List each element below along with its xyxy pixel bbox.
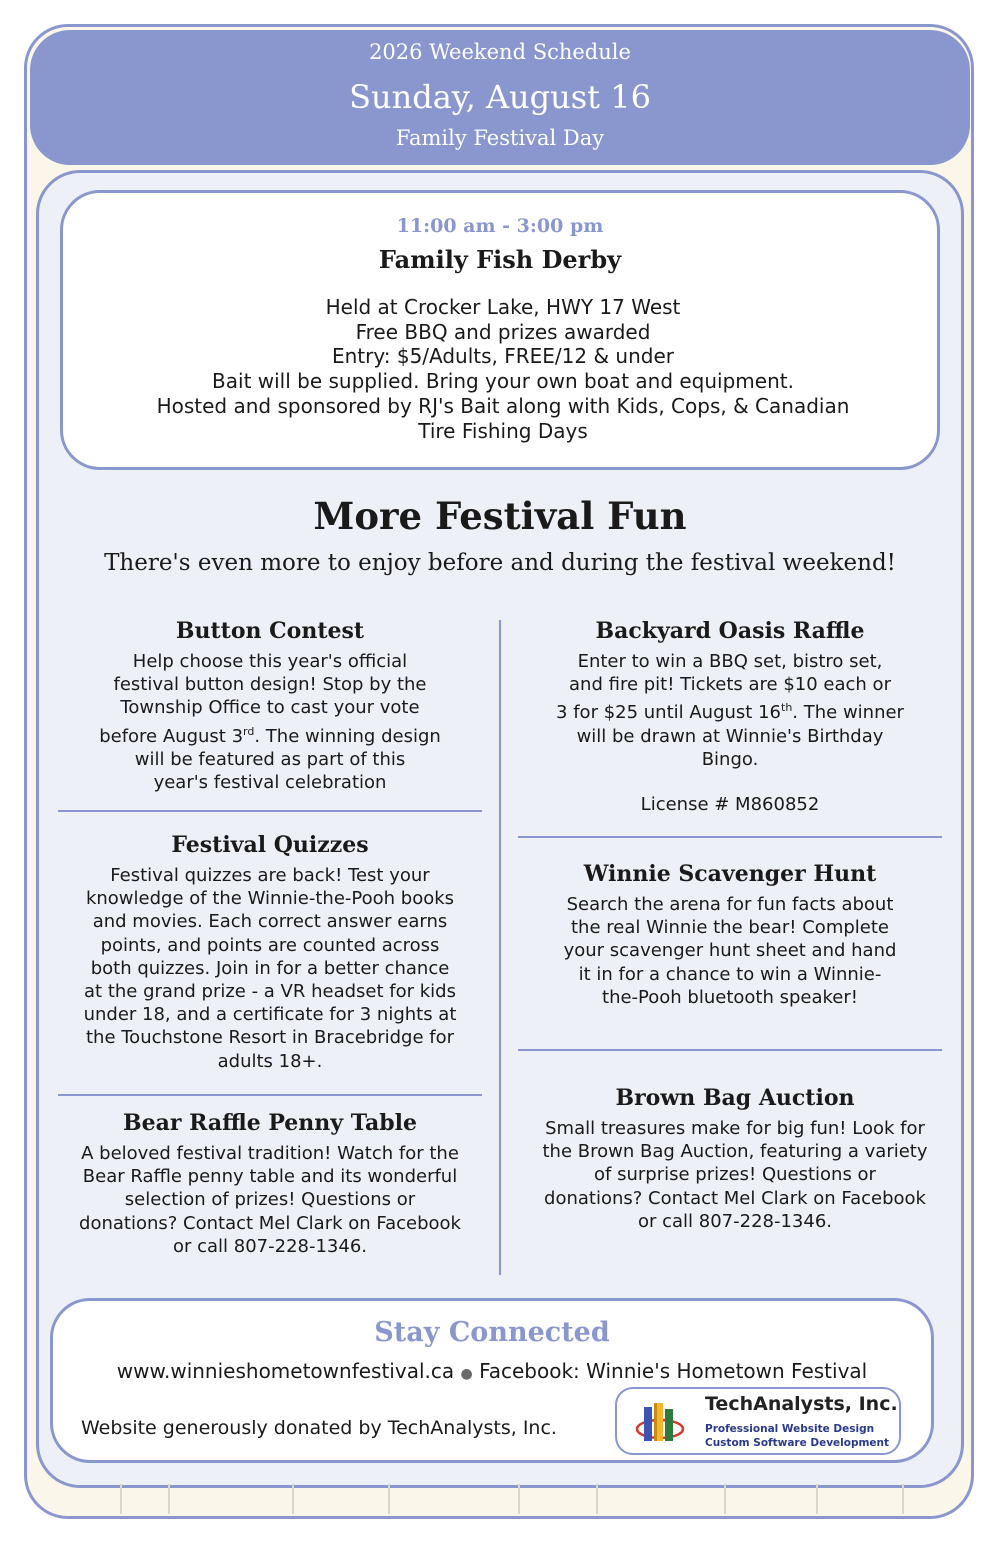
item-body [40,864,500,1073]
logo-tagline: Custom Software Development [705,1437,890,1449]
body-line: donations? Contact Mel Clark on Facebook [79,1212,461,1234]
body-line: both quizzes. Join in for a better chance [90,957,450,979]
facebook-link[interactable]: Facebook: Winnie's Hometown Festival [479,1359,868,1383]
bottom-decoration [36,1478,964,1516]
body-line: and fire pit! Tickets are $10 each or [569,674,891,696]
body-line: year's festival celebration [153,772,387,794]
body-line: knowledge of the Winnie-the-Pooh books [85,888,455,910]
schedule-header [30,30,970,165]
techanalysts-logo[interactable] [615,1387,901,1455]
donation-credit: Website generously donated by TechAnalysts, Inc. [81,1417,557,1439]
body-line: the Touchstone Resort in Bracebridge for [85,1027,455,1049]
item-body [500,893,960,1009]
section-subtitle: There's even more to enjoy before and during the festival weekend! [104,550,896,576]
item-body [40,1142,500,1258]
item-title: Festival Quizzes [171,832,369,858]
derby-title: Family Fish Derby [378,245,622,274]
schedule-year: 2026 Weekend Schedule [369,40,631,64]
body-line: the real Winnie the bear! Complete [571,917,889,939]
item-title: Brown Bag Auction [615,1085,855,1111]
derby-time: 11:00 am - 3:00 pm [396,215,604,237]
contact-links [53,1359,931,1383]
festival-quizzes [40,832,500,1073]
body-line: Help choose this year's official [132,651,408,672]
body-line: Bear Raffle penny table and its wonderful [82,1166,458,1188]
item-title: Backyard Oasis Raffle [595,618,865,644]
divider-rule [518,1049,942,1051]
website-link[interactable]: www.winnieshometownfestival.ca [116,1359,455,1383]
body-line: A beloved festival tradition! Watch for the [81,1143,459,1164]
body-line: Enter to win a BBQ set, bistro set, [577,651,883,672]
item-title: Button Contest [175,618,365,644]
body-line: Township Office to cast your vote [120,697,420,719]
body-line: or call 807-228-1346. [172,1235,368,1257]
body-line: it in for a chance to win a Winnie- [578,963,882,985]
body-line: will be drawn at Winnie's Birthday [576,725,884,747]
license-number: License # M860852 [640,794,820,816]
item-body [505,1117,965,1233]
schedule-day-title: Family Festival Day [395,126,605,150]
backyard-oasis-raffle [500,618,960,816]
winnie-scavenger-hunt [500,861,960,1009]
techanalysts-logo-icon [635,1399,685,1447]
body-line: Search the arena for fun facts about [566,894,894,915]
body-line: before August 3rd. The winning design [99,724,441,747]
item-body [500,650,960,816]
body-line: donations? Contact Mel Clark on Facebook [544,1187,926,1209]
body-line: Bingo. [701,748,759,770]
bullet-separator: ● [460,1366,473,1382]
body-line: the Brown Bag Auction, featuring a variety [542,1141,928,1163]
section-title: More Festival Fun [313,494,687,538]
derby-line: Entry: $5/Adults, FREE/12 & under [331,344,675,369]
stay-connected-card [50,1298,934,1463]
body-line: or call 807-228-1346. [637,1210,833,1232]
body-line: points, and points are counted across [100,934,440,956]
item-title: Bear Raffle Penny Table [122,1110,417,1136]
derby-line: Held at Crocker Lake, HWY 17 West [325,295,681,319]
logo-company-name: TechAnalysts, Inc. [705,1393,898,1415]
derby-line: Free BBQ and prizes awarded [355,319,651,344]
divider-rule [518,836,942,838]
stay-connected-title: Stay Connected [374,1317,610,1348]
divider-rule [58,1094,482,1096]
body-line: adults 18+. [217,1050,323,1072]
body-line: your scavenger hunt sheet and hand [563,940,897,962]
derby-line: Bait will be supplied. Bring your own boat and equipment. [212,369,794,394]
item-title: Winnie Scavenger Hunt [583,861,877,887]
divider-rule [58,810,482,812]
body-line: Festival quizzes are back! Test your [110,865,430,886]
body-line: Small treasures make for big fun! Look for [545,1118,925,1139]
body-line: of surprise prizes! Questions or [594,1164,876,1186]
schedule-date: Sunday, August 16 [349,78,651,116]
body-line: festival button design! Stop by the [113,674,427,696]
body-line: at the grand prize - a VR headset for kids [84,981,456,1003]
body-line: 3 for $25 until August 16th. The winner [556,701,904,724]
logo-tagline: Professional Website Design [705,1423,875,1435]
body-line: under 18, and a certificate for 3 nights at [83,1004,457,1026]
derby-line: Hosted and sponsored by RJ's Bait along with Kids, Cops, & Canadian [156,393,850,418]
derby-details [93,295,913,443]
body-line: and movies. Each correct answer earns [92,911,448,933]
button-contest [40,618,500,794]
fish-derby-card [60,190,940,470]
derby-line: Tire Fishing Days [418,418,588,443]
body-line: the-Pooh bluetooth speaker! [602,986,858,1008]
body-line: will be featured as part of this [134,748,406,770]
bear-raffle-penny-table [40,1110,500,1258]
brown-bag-auction [505,1085,965,1233]
body-line: selection of prizes! Questions or [124,1189,416,1211]
item-body [40,650,500,794]
